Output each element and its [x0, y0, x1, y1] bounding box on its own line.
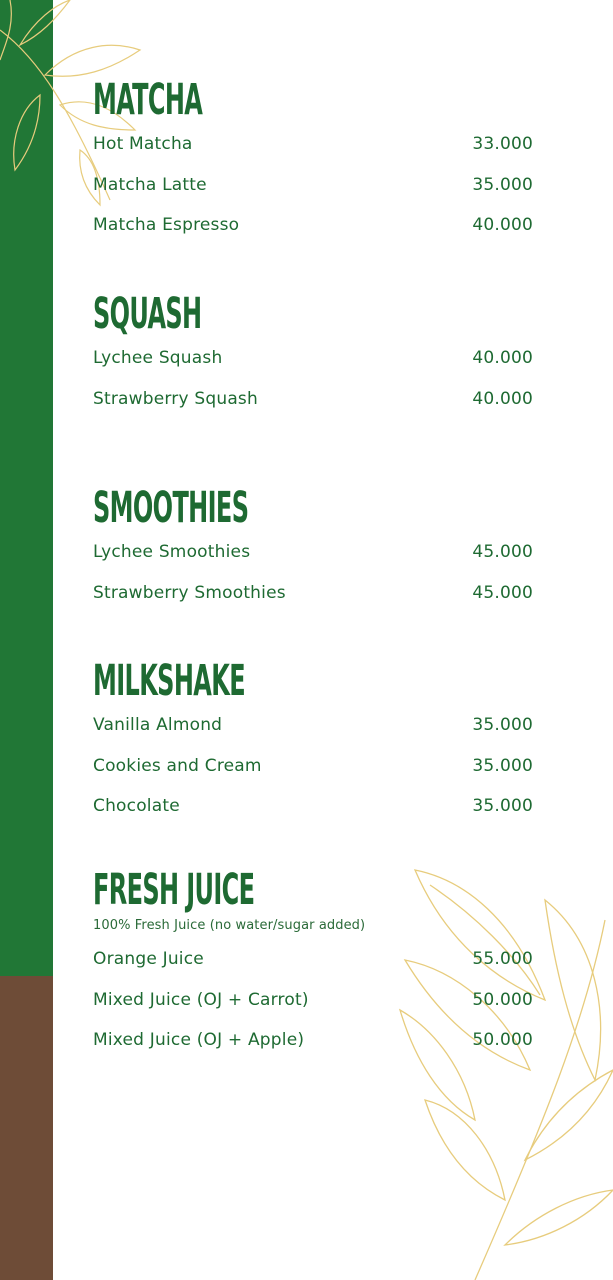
- menu-item: [93, 532, 533, 573]
- item-name: Orange Juice: [93, 949, 204, 970]
- section-title: SMOOTHIES: [93, 483, 249, 533]
- item-name: Mixed Juice (OJ + Apple): [93, 1030, 305, 1051]
- section-matcha: [93, 76, 533, 246]
- item-name: Cookies and Cream: [93, 755, 262, 776]
- item-price: 35.000: [472, 715, 533, 736]
- menu-item: [93, 379, 533, 420]
- item-name: Matcha Espresso: [93, 215, 240, 236]
- item-name: Matcha Latte: [93, 174, 207, 195]
- item-name: Hot Matcha: [93, 134, 193, 155]
- section-milkshake: [93, 657, 533, 827]
- item-name: Chocolate: [93, 796, 180, 817]
- item-name: Strawberry Smoothies: [93, 582, 286, 603]
- menu-item: [93, 786, 533, 827]
- menu-item: [93, 205, 533, 246]
- section-note: 100% Fresh Juice (no water/sugar added): [93, 918, 366, 933]
- section-smoothies: [93, 484, 533, 613]
- menu-item: [93, 980, 533, 1021]
- item-name: Lychee Squash: [93, 348, 223, 369]
- item-price: 40.000: [472, 215, 533, 236]
- section-fresh-juice: [93, 866, 533, 1061]
- menu-item: [93, 939, 533, 980]
- item-price: 45.000: [472, 542, 533, 563]
- item-name: Strawberry Squash: [93, 388, 258, 409]
- item-price: 50.000: [472, 989, 533, 1010]
- brown-side-stripe: [0, 976, 53, 1280]
- section-squash: [93, 290, 533, 419]
- menu-item: [93, 573, 533, 614]
- menu-item: [93, 1020, 533, 1061]
- item-price: 50.000: [472, 1030, 533, 1051]
- item-price: 40.000: [472, 388, 533, 409]
- section-title: SQUASH: [93, 289, 202, 339]
- section-title: MATCHA: [93, 75, 203, 125]
- item-price: 45.000: [472, 582, 533, 603]
- item-price: 55.000: [472, 949, 533, 970]
- menu-item: [93, 165, 533, 206]
- item-price: 35.000: [472, 174, 533, 195]
- item-name: Vanilla Almond: [93, 715, 223, 736]
- section-title: MILKSHAKE: [93, 656, 245, 706]
- menu-item: [93, 705, 533, 746]
- item-price: 35.000: [472, 796, 533, 817]
- menu-item: [93, 338, 533, 379]
- item-price: 33.000: [472, 134, 533, 155]
- menu-item: [93, 124, 533, 165]
- item-price: 35.000: [472, 755, 533, 776]
- item-price: 40.000: [472, 348, 533, 369]
- section-title: FRESH JUICE: [93, 865, 255, 915]
- menu-item: [93, 746, 533, 787]
- item-name: Lychee Smoothies: [93, 542, 251, 563]
- item-name: Mixed Juice (OJ + Carrot): [93, 989, 309, 1010]
